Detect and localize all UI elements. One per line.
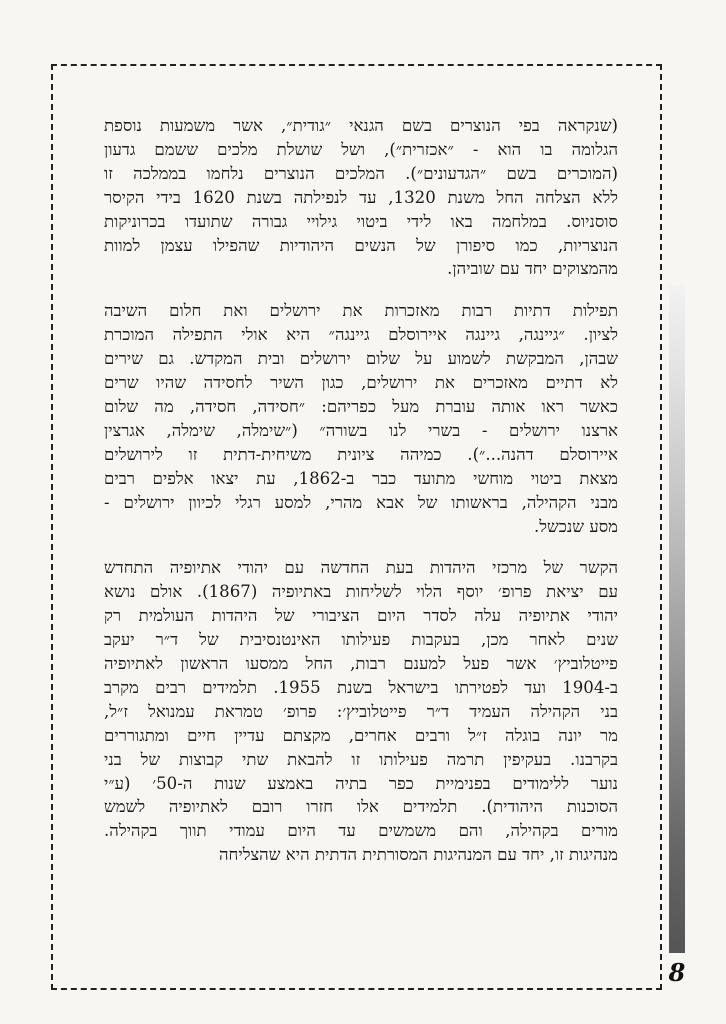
- text-line: הגלומה בו הוא - ״אכזרית״), ושל שושלת מלכים ששמם גדעון: [104, 139, 618, 159]
- body-text: [104, 114, 618, 867]
- text-line: שנים לאחר מכן, בעקבות פעילותו האינטנסיבית של ד״ר יעקב: [104, 630, 618, 650]
- text-line: ב-1904 ועד לפטירתו בישראל בשנת 1955. תלמידים רבים מקרב: [104, 677, 618, 697]
- text-line: מורים בקהילה, והם משמשים עד היום עמודי תווך בקהילה.: [104, 821, 618, 841]
- paragraph-3: [104, 556, 618, 867]
- text-line: מצאת ביטוי מוחשי מתועד כבר ב-1862, עת יצאו אלפים רבים: [104, 468, 618, 488]
- text-line: כאשר ראו אותה עוברת מעל כפריהם: ״חסידה, חסידה, מה שלום: [104, 396, 618, 416]
- text-line: הקשר של מרכזי היהדות בעת החדשה עם יהודי אתיופיה התחדש: [104, 558, 618, 578]
- text-line: מר יונה בוגלה ז״ל ורבים אחרים, מקצתם עדיין חיים ומתגוררים: [104, 725, 618, 745]
- page-number: 8: [668, 958, 686, 987]
- text-line: מסע שנכשל.: [534, 516, 618, 536]
- text-line: לא דתיים מאזכרים את ירושלים, כגון השיר לחסידה שהיו שרים: [104, 373, 618, 393]
- text-line: בני הקהילה העמיד ד״ר פייטלוביץ׳: פרופ׳ טמראת עמנואל ז״ל,: [104, 701, 618, 721]
- text-line: בקרבנו. בעקיפין תרמה פעילותו זו להבאת שתי קבוצות של בני: [104, 749, 618, 769]
- text-line: תפילות דתיות רבות מאזכרות את ירושלים ואת חלום השיבה: [104, 301, 618, 321]
- text-line: (המוכרים בשם ״הגדעונים״). המלכים הנוצרים נלחמו בממלכה זו: [104, 163, 618, 183]
- text-line: מהמצוקים יחד עם שוביהן.: [447, 259, 618, 279]
- text-line: איירוסלם דהנה...״). כמיהה ציונית משיחית-דתית זו לירושלים: [104, 444, 618, 464]
- text-line: ארצנו ירושלים - בשרי לנו בשורה״ (״שימלה, שימלה, אגרצין: [104, 420, 618, 440]
- gradient-edge-strip: [669, 285, 685, 953]
- text-line: לציון. ״גיינגה, גיינגה איירוסלם גיינגה״ היא אולי התפילה המוכרת: [104, 325, 618, 345]
- text-line: הנוצריות, כמו סיפורן של הנשים היהודיות שהפילו עצמן למוות: [104, 235, 618, 255]
- text-line: מבני הקהילה, בראשותו של אבא מהרי, למסע רגלי לכיוון ירושלים -: [104, 492, 618, 512]
- text-line: יהודי אתיופיה עלה לסדר היום הציבורי של היהדות העולמית רק: [104, 606, 618, 626]
- text-line: ללא הצלחה החל משנת 1320, עד לנפילתה בשנת 1620 בידי הקיסר: [104, 187, 618, 207]
- text-line: מנהיגות זו, יחד עם המנהיגות המסורתית הדתית היא שהצליחה: [219, 845, 618, 865]
- text-line: פייטלוביץ׳ אשר פעל למענם רבות, החל ממסעו הראשון לאתיופיה: [104, 654, 618, 674]
- text-line: (שנקראה בפי הנוצרים בשם הגנאי ״גודית״, אשר משמעות נוספת: [104, 116, 618, 135]
- text-line: סוסניוס. במלחמה באו לידי ביטוי גילויי גבורה שתועדו בכרוניקות: [104, 211, 618, 231]
- paragraph-2: [104, 299, 618, 538]
- text-line: שבהן, המבקשת לשמוע על שלום ירושלים ובית המקדש. גם שירים: [104, 349, 618, 369]
- paragraph-1: [104, 114, 618, 281]
- text-line: עם יציאת פרופ׳ יוסף הלוי לשליחות באתיופיה (1867). אולם נושא: [104, 582, 618, 602]
- text-line: נוער ללימודים בפנימיית כפר בתיה באמצע שנות ה-50׳ (ע״י: [104, 773, 618, 793]
- text-line: הסוכנות היהודית). תלמידים אלו חזרו רובם לאתיופיה לשמש: [104, 797, 618, 817]
